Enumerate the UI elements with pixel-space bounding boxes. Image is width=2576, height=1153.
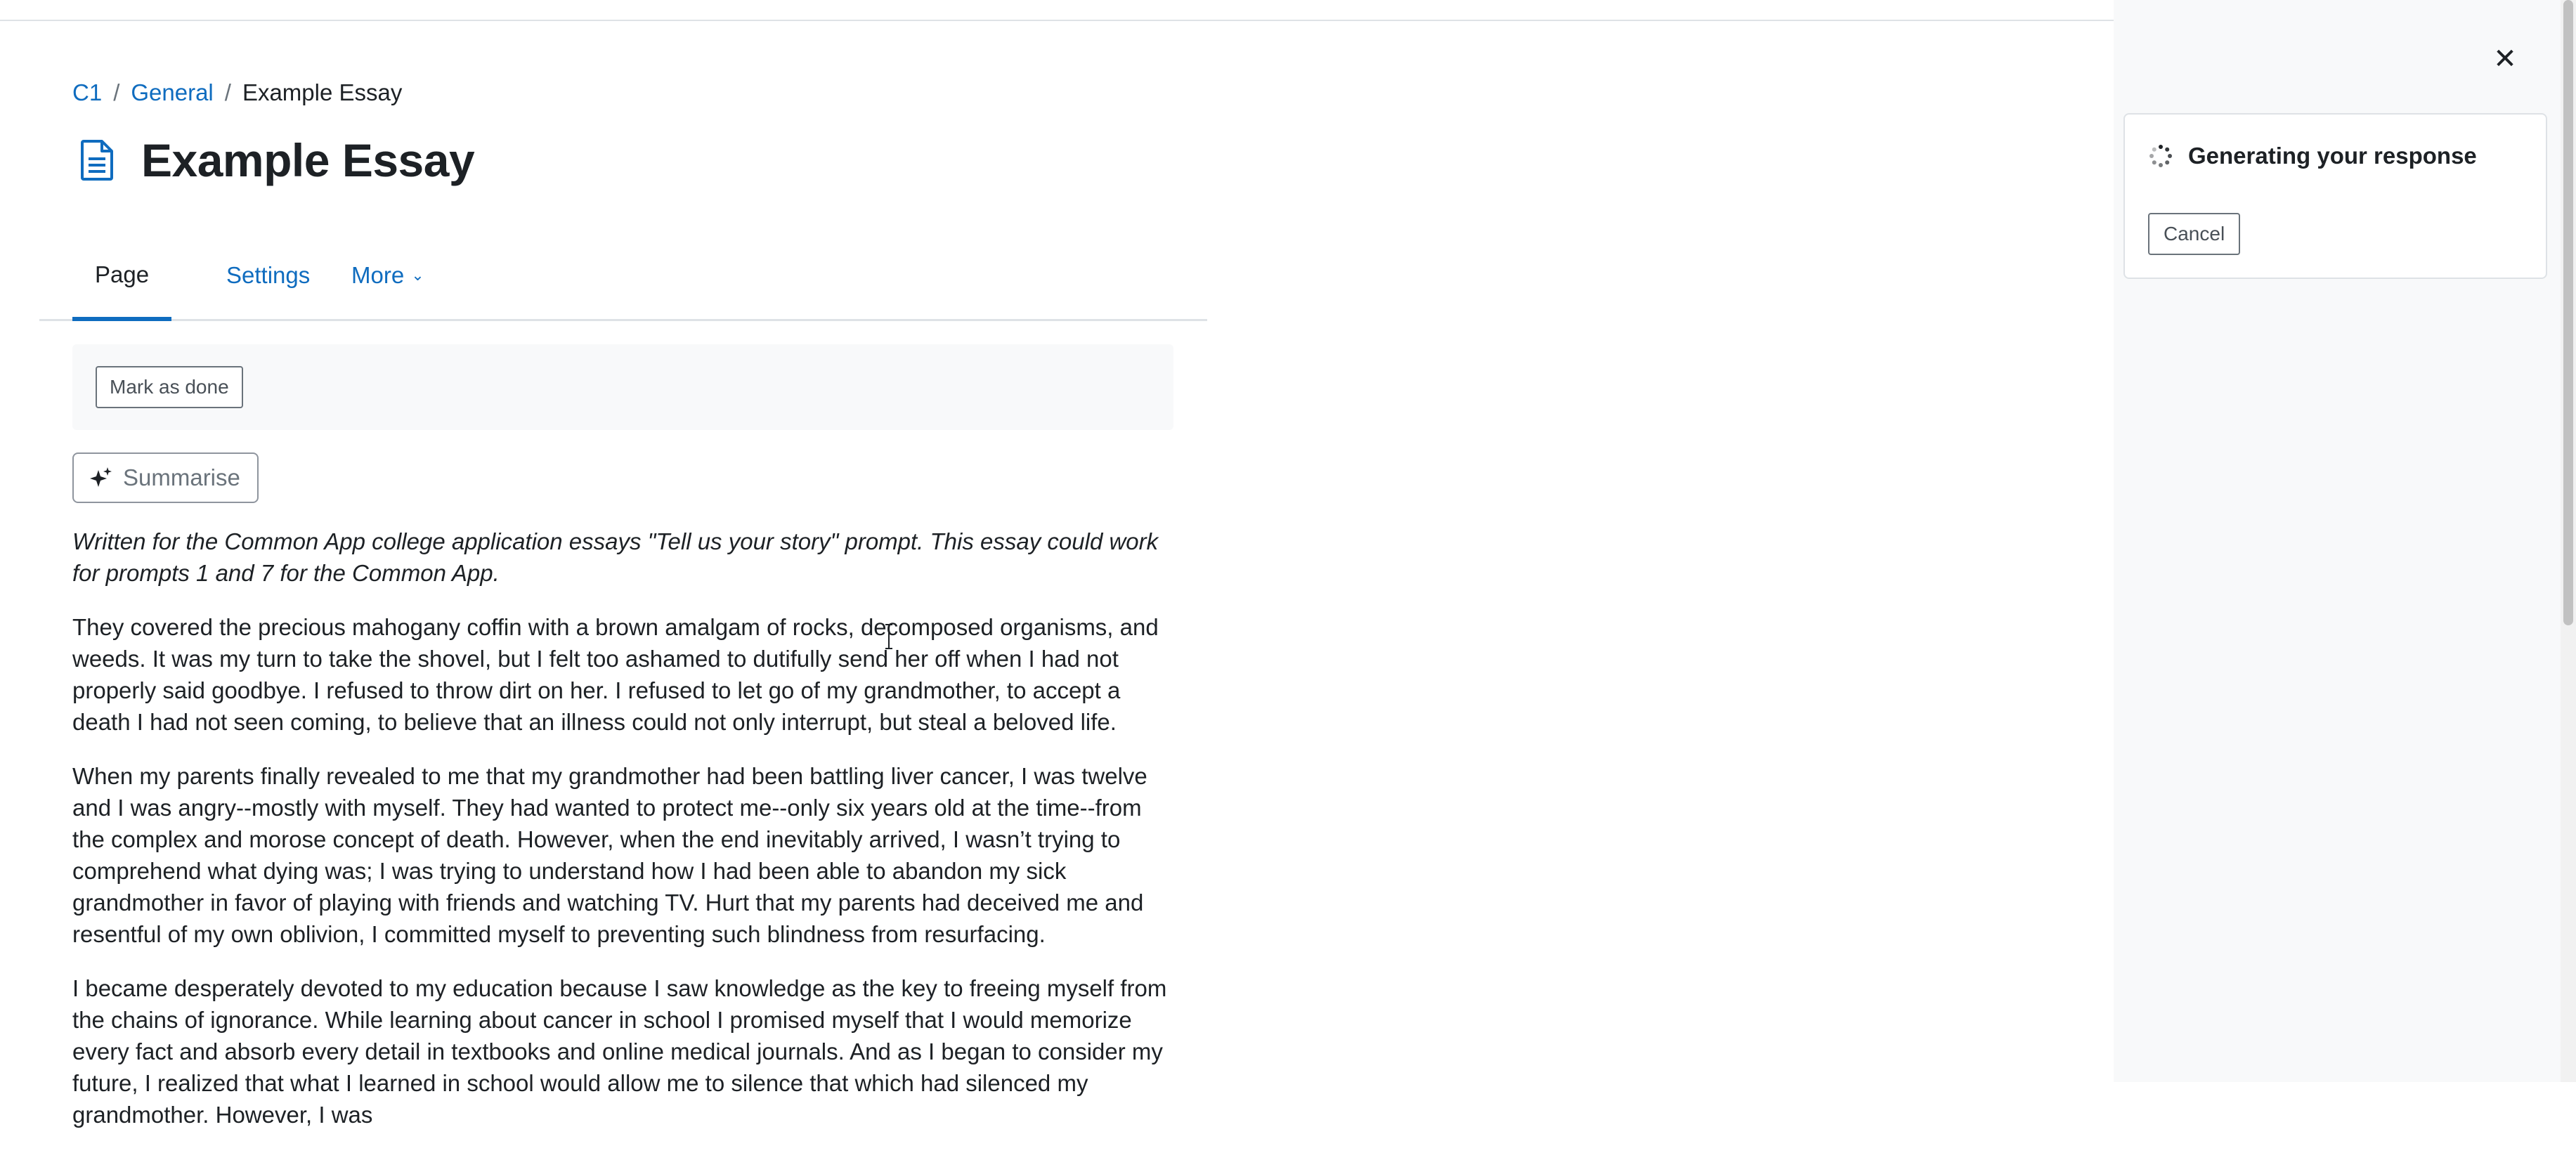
activity-completion [72,344,1173,430]
generating-status [2149,143,2477,169]
breadcrumb-separator: / [113,79,120,105]
ai-response-card [2123,113,2547,279]
page-header [72,133,474,187]
breadcrumb [72,79,402,107]
page-icon [72,136,122,185]
chevron-down-icon: ⌄ [411,266,424,284]
secondary-navigation [39,232,1207,321]
essay-intro: Written for the Common App college application essays "Tell us your story" prompt. This essay could work for prompts 1 and 7 for the Common App. [72,528,1159,586]
spinner-icon [2149,144,2173,168]
breadcrumb-separator: / [224,79,231,105]
sparkle-icon [89,466,113,490]
cancel-button[interactable]: Cancel [2148,213,2240,255]
summarise-label: Summarise [123,464,240,490]
essay-paragraph: I became desperately devoted to my education because I saw knowledge as the key to freeing myself from the chains of ignorance. While learning about cancer in school I promised myself that I would memorize every fact and absorb every detail in textbooks and online medical journals. And as I began to consider my future, I realized that what I learned in school would allow me to silence that which had silenced my grandmother. However, I was [72,975,1167,1128]
tab-more[interactable] [329,232,447,319]
generating-label: Generating your response [2188,143,2477,169]
page-title: Example Essay [141,134,475,186]
breadcrumb-link-course[interactable]: C1 [72,79,103,105]
tab-settings[interactable]: Settings [226,262,311,288]
scrollbar-thumb[interactable] [2563,0,2573,625]
top-navbar [0,0,2114,21]
breadcrumb-link-section[interactable]: General [131,79,214,105]
essay-paragraph: When my parents finally revealed to me that my grandmother had been battling liver cancer, I was twelve and I was angry--mostly with myself. They had wanted to protect me--only six years old at the time--from the complex and morose concept of death. However, when the end inevitably arrived, I wasn’t trying to comprehend what dying was; I was trying to understand how I had been able to abandon my sick grandmother in favor of playing with friends and watching TV. Hurt that my parents had deceived me and resentful of my own oblivion, I committed myself to preventing such blindness from resurfacing. [72,763,1147,947]
summarise-button[interactable] [72,452,259,503]
main-region [0,21,2114,1128]
breadcrumb-current: Example Essay [242,79,403,105]
tab-more-label: More [351,262,405,288]
close-icon[interactable]: ✕ [2493,44,2517,74]
essay-content [72,526,1174,1153]
mark-as-done-button[interactable]: Mark as done [96,366,243,408]
tab-page[interactable]: Page [72,232,171,321]
essay-paragraph: They covered the precious mahogany coffin with a brown amalgam of rocks, decomposed organisms, and weeds. It was my turn to take the shovel, but I felt too ashamed to dutifully send her off when I had not properly said goodbye. I refused to throw dirt on her. I refused to let go of my grandmother, to accept a death I had not seen coming, to believe that an illness could not only interrupt, but steal a beloved life. [72,614,1159,735]
text-cursor-icon [884,624,894,649]
